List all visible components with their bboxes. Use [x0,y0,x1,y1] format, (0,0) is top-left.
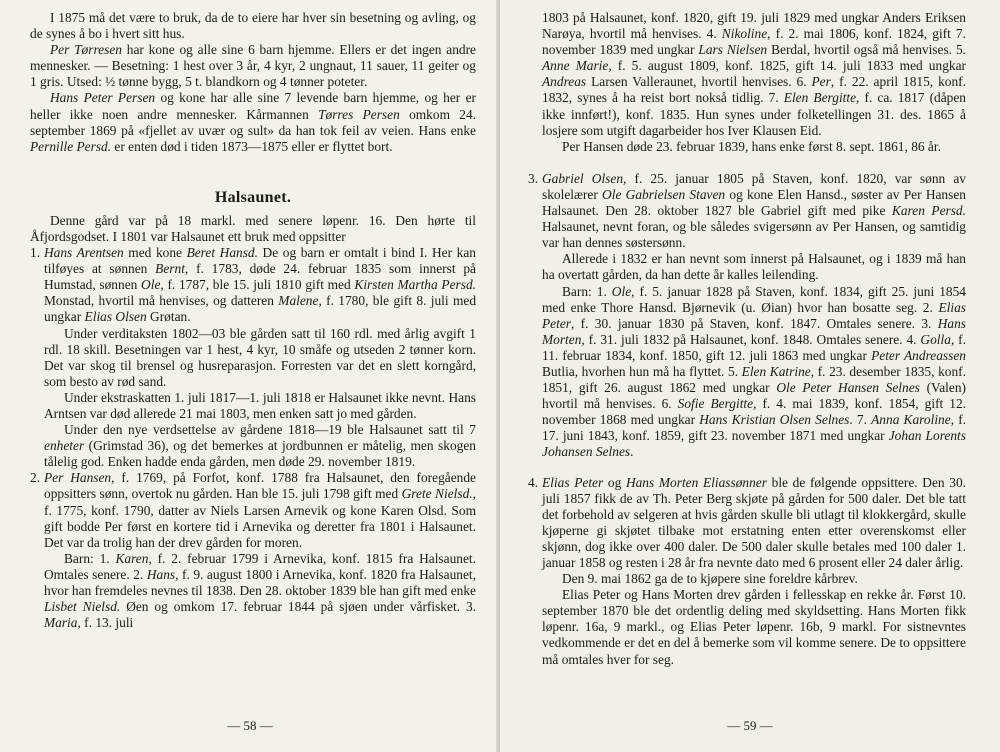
page-number-59: — 59 — [727,718,773,733]
paragraph-intro: Denne gård var på 18 markl. med senere løpenr. 16. Den hørte til Åfjordsgodset. I 1801 var Halsaunet ett bruk med oppsitter [30,212,476,244]
paragraph-barn-gabriel: Barn: 1. Ole, f. 5. januar 1828 på Staven, konf. 1834, gift 25. juni 1854 med enke Thore Hansd. Bjørnevik (u. Øian) hvor han bosatte seg. 2. Elias Peter, f. 30. januar 1830 på Staven, konf. 1847. Omtales senere. 3. Hans Morten, f. 31. juli 1832 på Halsaunet, konf. 1848. Omtales senere. 4. Golla, f. 11. februar 1834, konf. 1850, gift 12. juli 1863 med ungkar Peter Andreassen Butlia, hvorhen hun må ha flyttet. 5. Elen Katrine, f. 23. desember 1835, konf. 1851, gift 26. august 1862 med ungkar Ole Peter Hansen Selnes (Valen) hvortil må henvises. 6. Sofie Bergitte, f. 4. mai 1839, konf. 1854, gift 12. november 1868 med ungkar Hans Kristian Olsen Selnes. 7. Anna Karoline, f. 17. juni 1843, konf. 1859, gift 23. november 1871 med ungkar Johan Lorents Johansen Selnes. [542,283,967,460]
right-page [500,0,1000,752]
paragraph-verditaksten: Under verditaksten 1802—03 ble gården satt til 160 rdl. med årlig avgift 1 rdl. 18 skill. Besetningen var 1 hest, 4 kyr, 10 småfe og utseden 2 tønner korn. Det var skog til brensel og husreparasjon. Forresten var det en slett korngård, som besto av rød sand. [44,325,476,389]
entry-4: 4. Elias Peter og Hans Morten Eliassønner ble de følgende oppsittere. Den 30. juli 1857 fikk de av Th. Peter Berg skjøte på gården for 500 daler. Det ble tatt det forbehold av selgeren at hvis gården skulle bli utlagt til klokkergård, skulle kjøperne gi skjøtet tilbake mot erstatning enten etter overenskomst eller skjønn, dog ikke over 400 daler. De 500 daler skulle betales med 100 daler 1. januar 1858 og resten i 28 år fra nevnte dato med 6 prosent eller 24 daler årlig. [528,474,967,570]
paragraph-1875: I 1875 må det være to bruk, da de to eiere har hver sin besetning og avling, og de synes å bo i hvert sitt hus. [30,10,476,42]
section-heading-halsaunet: Halsaunet. [214,188,292,206]
paragraph-deling: Elias Peter og Hans Morten drev gården i fellesskap en rekke år. Først 10. september 1870 ble det ordentlig deling med skyldsetting. Hans Morten fikk løpenr. 16a, 9 markl., og Elias Peter løpenr. 16b, 9 markl. For sistnevntes vedkommende er det en del å bemerke som vil komme senere. De to oppsittere må omtales hver for seg. [542,587,966,667]
spacer [528,461,966,475]
entry-1: 1. Hans Arentsen med kone Beret Hansd. De og barn er omtalt i bind I. Her kan tilføyes at sønnen Bernt, f. 1783, døde 24. februar 1835 som innerst på Humstad, sønnen Ole, f. 1787, ble 15. juli 1810 gift med Kirsten Martha Persd. Monstad, hvortil må henvises, og datteren Malene, f. 1780, ble gift 8. juli med ungkar Elias Olsen Grøtan. [30,245,477,325]
spacer [528,155,966,171]
paragraph-barn-continued: 1803 på Halsaunet, konf. 1820, gift 19. juli 1829 med ungkar Anders Eriksen Narøya, hvortil må henvises. 4. Nikoline, f. 2. mai 1806, konf. 1824, gift 7. november 1839 med ungkar Lars Nielsen Berdal, hvortil også må henvises. 5. Anne Marie, f. 5. august 1809, konf. 1825, gift 14. juli 1833 med ungkar Andreas Larsen Valleraunet, hvortil henvises. 6. Per, f. 22. april 1815, konf. 1832, synes å ha reist bort nokså tidlig. 7. Elen Bergitte, f. ca. 1817 (dåpen ikke innført!), konf. 1835. Hun synes under folketellingen 31. des. 1865 å losjere som utgift dagarbeider hos Iver Klausen Eid. [542,10,967,138]
paragraph-per-torresen: Per Tørresen har kone og alle sine 6 barn hjemme. Ellers er det ingen andre mennesker. — Besetning: 1 hest over 3 år, 4 kyr, 2 ungnaut, 11 sauer, 11 geiter og 1 gris. Utsed: ½ tønne bygg, 5 t. blandkorn og 4 tønner poteter. [30,42,477,90]
paragraph-per-hansen-died: Per Hansen døde 23. februar 1839, hans enke først 8. sept. 1861, 86 år. [562,138,941,154]
paragraph-ekstraskatten: Under ekstraskatten 1. juli 1817—1. juli 1818 er Halsaunet ikke nevnt. Hans Arntsen var død allerede 21 mai 1803, men enken satt jo med gården. [44,389,476,421]
paragraph-verdsettelse: Under den nye verdsettelse av gårdene 1818—19 ble Halsaunet satt til 7 enheter (Grimstad 36), og det bemerkes at jordbunnen er måtelig, men skogen tålelig god. Enken hadde enda gården, men døde 29. november 1819. [44,422,476,470]
paragraph-barn-per-hansen: Barn: 1. Karen, f. 2. februar 1799 i Arnevika, konf. 1815 fra Halsaunet. Omtales senere. 2. Hans, f. 9. august 1800 i Arnevika, konf. 1820 fra Halsaunet, hvor han fremdeles nevnes til 1838. Den 28. oktober 1839 ble han gift med enke Lisbet Nielsd. Øen og omkom 17. februar 1844 på sjøen under vårfisket. 3. Maria, f. 13. juli [44,550,476,631]
entry-2: 2. Per Hansen, f. 1769, på Forfot, konf. 1788 fra Halsaunet, den foregående oppsitters sønn, overtok nu gården. Han ble 15. juli 1798 gift med Grete Nielsd., f. 1775, konf. 1790, datter av Niels Larsen Arnevik og kone Karen Olsd. Som gift bodde Per først en kortere tid i Arnevika og deretter fra 1801 i Halsaunet. Det var da trolig han der drev gården for moren. [30,470,476,550]
paragraph-karbrev: Den 9. mai 1862 ga de to kjøpere sine foreldre kårbrev. [562,571,858,587]
paragraph-hans-peter-persen: Hans Peter Persen og kone har alle sine 7 levende barn hjemme, og her er heller ikke noen andre mennesker. Kårmannen Tørres Persen omkom 24. september 1869 på «fjellet av uvær og sult» da han tok feil av veien. Hans enke Pernille Persd. er enten død i tiden 1873—1875 eller er flyttet bort. [30,90,477,154]
entry-3: 3. Gabriel Olsen, f. 25. januar 1805 på Staven, konf. 1820, var sønn av skolelærer Ole Gabrielsen Staven og kone Elen Hansd., søster av Per Hansen Halsaunet. Den 28. oktober 1827 ble Gabriel gift med pike Karen Persd. Halsaunet, nevnt foran, og ble således svigersønn av Per Hansen, og samtidig var han dennes søstersønn. [528,170,966,251]
paragraph-allerede-1832: Allerede i 1832 er han nevnt som innerst på Halsaunet, og i 1839 må han ha overtatt gården, da han dette år kalles leilending. [542,251,966,283]
page-number-58: — 58 — [227,718,273,733]
